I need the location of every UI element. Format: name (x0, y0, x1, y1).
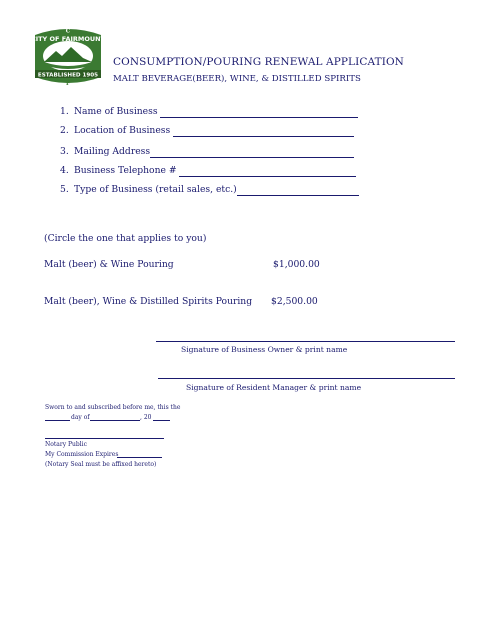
seal-top-letter: C (65, 28, 71, 35)
seal-top-text: CITY OF FAIRMOUNT (31, 35, 105, 43)
day-of-text: day of (71, 414, 90, 421)
business-location-field[interactable] (173, 136, 354, 137)
question-business-location (60, 125, 170, 136)
city-seal-logo (31, 25, 105, 87)
question-number: 1. (60, 106, 69, 117)
question-label: Mailing Address (74, 146, 151, 157)
mailing-address-field[interactable] (150, 157, 354, 158)
question-business-name (60, 106, 158, 117)
business-telephone-field[interactable] (179, 176, 356, 177)
question-number: 5. (60, 184, 69, 195)
option-beer-wine[interactable]: Malt (beer) & Wine Pouring (44, 259, 174, 270)
form-title: CONSUMPTION/POURING RENEWAL APPLICATION (113, 56, 404, 68)
question-label: Name of Business (74, 106, 158, 117)
question-number: 4. (60, 165, 69, 176)
business-type-field[interactable] (237, 195, 359, 196)
commission-expires-label: My Commission Expires (45, 451, 119, 458)
option-beer-wine-spirits[interactable]: Malt (beer), Wine & Distilled Spirits Pouring (44, 296, 253, 307)
owner-signature-label: Signature of Business Owner & print name (181, 345, 348, 354)
commission-expires-field[interactable] (117, 457, 162, 458)
question-label: Business Telephone # (74, 165, 177, 176)
year-prefix-text: , 20 (140, 414, 152, 421)
question-label: Location of Business (74, 125, 171, 136)
manager-signature-label: Signature of Resident Manager & print name (186, 383, 362, 392)
circle-instruction: (Circle the one that applies to you) (44, 233, 207, 244)
business-name-field[interactable] (160, 117, 358, 118)
owner-signature-line[interactable] (156, 341, 455, 342)
seal-bottom-letter: F (66, 81, 70, 87)
notary-signature-line[interactable] (45, 438, 164, 439)
question-business-telephone (60, 165, 177, 176)
seal-bottom-text: ESTABLISHED 1905 (37, 72, 99, 79)
sworn-text: Sworn to and subscribed before me, this the (45, 404, 181, 411)
notary-seal-note: (Notary Seal must be affixed hereto) (45, 461, 157, 468)
manager-signature-line[interactable] (158, 378, 455, 379)
price-beer-wine-spirits: $2,500.00 (271, 296, 318, 307)
question-label: Type of Business (retail sales, etc.) (74, 184, 237, 195)
question-number: 3. (60, 146, 69, 157)
price-beer-wine: $1,000.00 (273, 259, 320, 270)
notary-public-label: Notary Public (45, 441, 87, 448)
form-subtitle: MALT BEVERAGE(BEER), WINE, & DISTILLED SPIRITS (113, 74, 361, 84)
question-number: 2. (60, 125, 69, 136)
day-field[interactable] (45, 420, 70, 421)
question-mailing-address (60, 146, 150, 157)
month-field[interactable] (90, 420, 140, 421)
question-business-type (60, 184, 237, 195)
year-field[interactable] (153, 420, 170, 421)
